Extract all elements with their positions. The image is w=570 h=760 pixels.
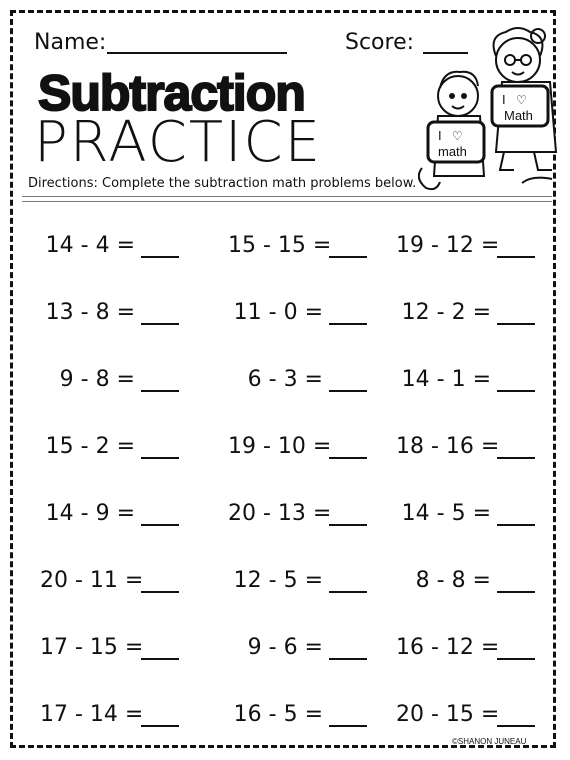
- math-problem: [40, 295, 179, 325]
- math-problem: [228, 362, 367, 392]
- problem-equation: 15 - 15 =: [228, 233, 332, 258]
- math-problem: [40, 228, 179, 258]
- math-problem: [40, 429, 179, 459]
- directions-text: Directions: Complete the subtraction math problems below.: [28, 176, 417, 191]
- math-problem: [228, 563, 367, 593]
- answer-blank[interactable]: [141, 569, 179, 593]
- problem-equation: 16 - 5 =: [233, 702, 323, 727]
- answer-blank[interactable]: [497, 636, 535, 660]
- problem-equation: 17 - 14 =: [40, 702, 144, 727]
- answer-blank[interactable]: [329, 636, 367, 660]
- problem-equation: 14 - 1 =: [401, 367, 491, 392]
- math-problem: [396, 697, 535, 727]
- divider: [22, 196, 552, 197]
- sign-right-math: Math: [504, 108, 533, 123]
- math-problem: [396, 362, 535, 392]
- answer-blank[interactable]: [497, 569, 535, 593]
- problem-equation: 15 - 2 =: [45, 434, 135, 459]
- math-problem: [396, 228, 535, 258]
- math-problem: [228, 228, 367, 258]
- math-problem: [40, 563, 179, 593]
- problem-equation: 19 - 12 =: [396, 233, 500, 258]
- problem-equation: 11 - 0 =: [233, 300, 323, 325]
- problem-equation: 9 - 8 =: [59, 367, 135, 392]
- problem-equation: 8 - 8 =: [415, 568, 491, 593]
- name-label: Name:: [34, 30, 107, 55]
- math-problem: [40, 697, 179, 727]
- problem-equation: 18 - 16 =: [396, 434, 500, 459]
- math-problem: [40, 362, 179, 392]
- sign-right-i: I: [502, 92, 506, 107]
- score-label: Score:: [345, 30, 415, 55]
- problem-equation: 19 - 10 =: [228, 434, 332, 459]
- answer-blank[interactable]: [141, 368, 179, 392]
- answer-blank[interactable]: [141, 636, 179, 660]
- answer-blank[interactable]: [329, 368, 367, 392]
- problem-equation: 20 - 13 =: [228, 501, 332, 526]
- math-problem: [228, 697, 367, 727]
- math-problem: [396, 630, 535, 660]
- math-problem: [396, 295, 535, 325]
- math-problem: [396, 563, 535, 593]
- math-problem: [396, 496, 535, 526]
- problem-equation: 12 - 2 =: [401, 300, 491, 325]
- answer-blank[interactable]: [141, 301, 179, 325]
- problem-equation: 14 - 5 =: [401, 501, 491, 526]
- sign-left-math: math: [438, 144, 467, 159]
- problem-equation: 20 - 15 =: [396, 702, 500, 727]
- problem-equation: 20 - 11 =: [40, 568, 144, 593]
- answer-blank[interactable]: [329, 234, 367, 258]
- answer-blank[interactable]: [141, 234, 179, 258]
- kids-clipart: [418, 18, 558, 193]
- math-problem: [228, 295, 367, 325]
- answer-blank[interactable]: [497, 703, 535, 727]
- math-problem: [228, 429, 367, 459]
- answer-blank[interactable]: [497, 368, 535, 392]
- sign-left-i: I: [438, 128, 442, 143]
- problem-equation: 14 - 9 =: [45, 501, 135, 526]
- problem-equation: 14 - 4 =: [45, 233, 135, 258]
- answer-blank[interactable]: [329, 435, 367, 459]
- answer-blank[interactable]: [141, 435, 179, 459]
- problem-equation: 13 - 8 =: [45, 300, 135, 325]
- answer-blank[interactable]: [497, 435, 535, 459]
- heart-icon: ♡: [516, 93, 527, 107]
- answer-blank[interactable]: [329, 301, 367, 325]
- answer-blank[interactable]: [497, 234, 535, 258]
- math-problem: [228, 496, 367, 526]
- problem-equation: 9 - 6 =: [247, 635, 323, 660]
- problem-equation: 6 - 3 =: [247, 367, 323, 392]
- math-problem: [40, 630, 179, 660]
- title-subtraction: Subtraction: [38, 65, 305, 121]
- answer-blank[interactable]: [329, 502, 367, 526]
- problem-equation: 16 - 12 =: [396, 635, 500, 660]
- copyright-text: ©SHANON JUNEAU: [452, 737, 527, 746]
- name-field[interactable]: [107, 52, 287, 54]
- answer-blank[interactable]: [141, 703, 179, 727]
- math-problem: [396, 429, 535, 459]
- heart-icon: ♡: [452, 129, 463, 143]
- answer-blank[interactable]: [329, 703, 367, 727]
- answer-blank[interactable]: [329, 569, 367, 593]
- answer-blank[interactable]: [141, 502, 179, 526]
- problem-equation: 17 - 15 =: [40, 635, 144, 660]
- answer-blank[interactable]: [497, 502, 535, 526]
- title-practice: PRACTICE: [34, 110, 323, 175]
- math-problem: [40, 496, 179, 526]
- math-problem: [228, 630, 367, 660]
- answer-blank[interactable]: [497, 301, 535, 325]
- problem-equation: 12 - 5 =: [233, 568, 323, 593]
- divider: [22, 201, 552, 202]
